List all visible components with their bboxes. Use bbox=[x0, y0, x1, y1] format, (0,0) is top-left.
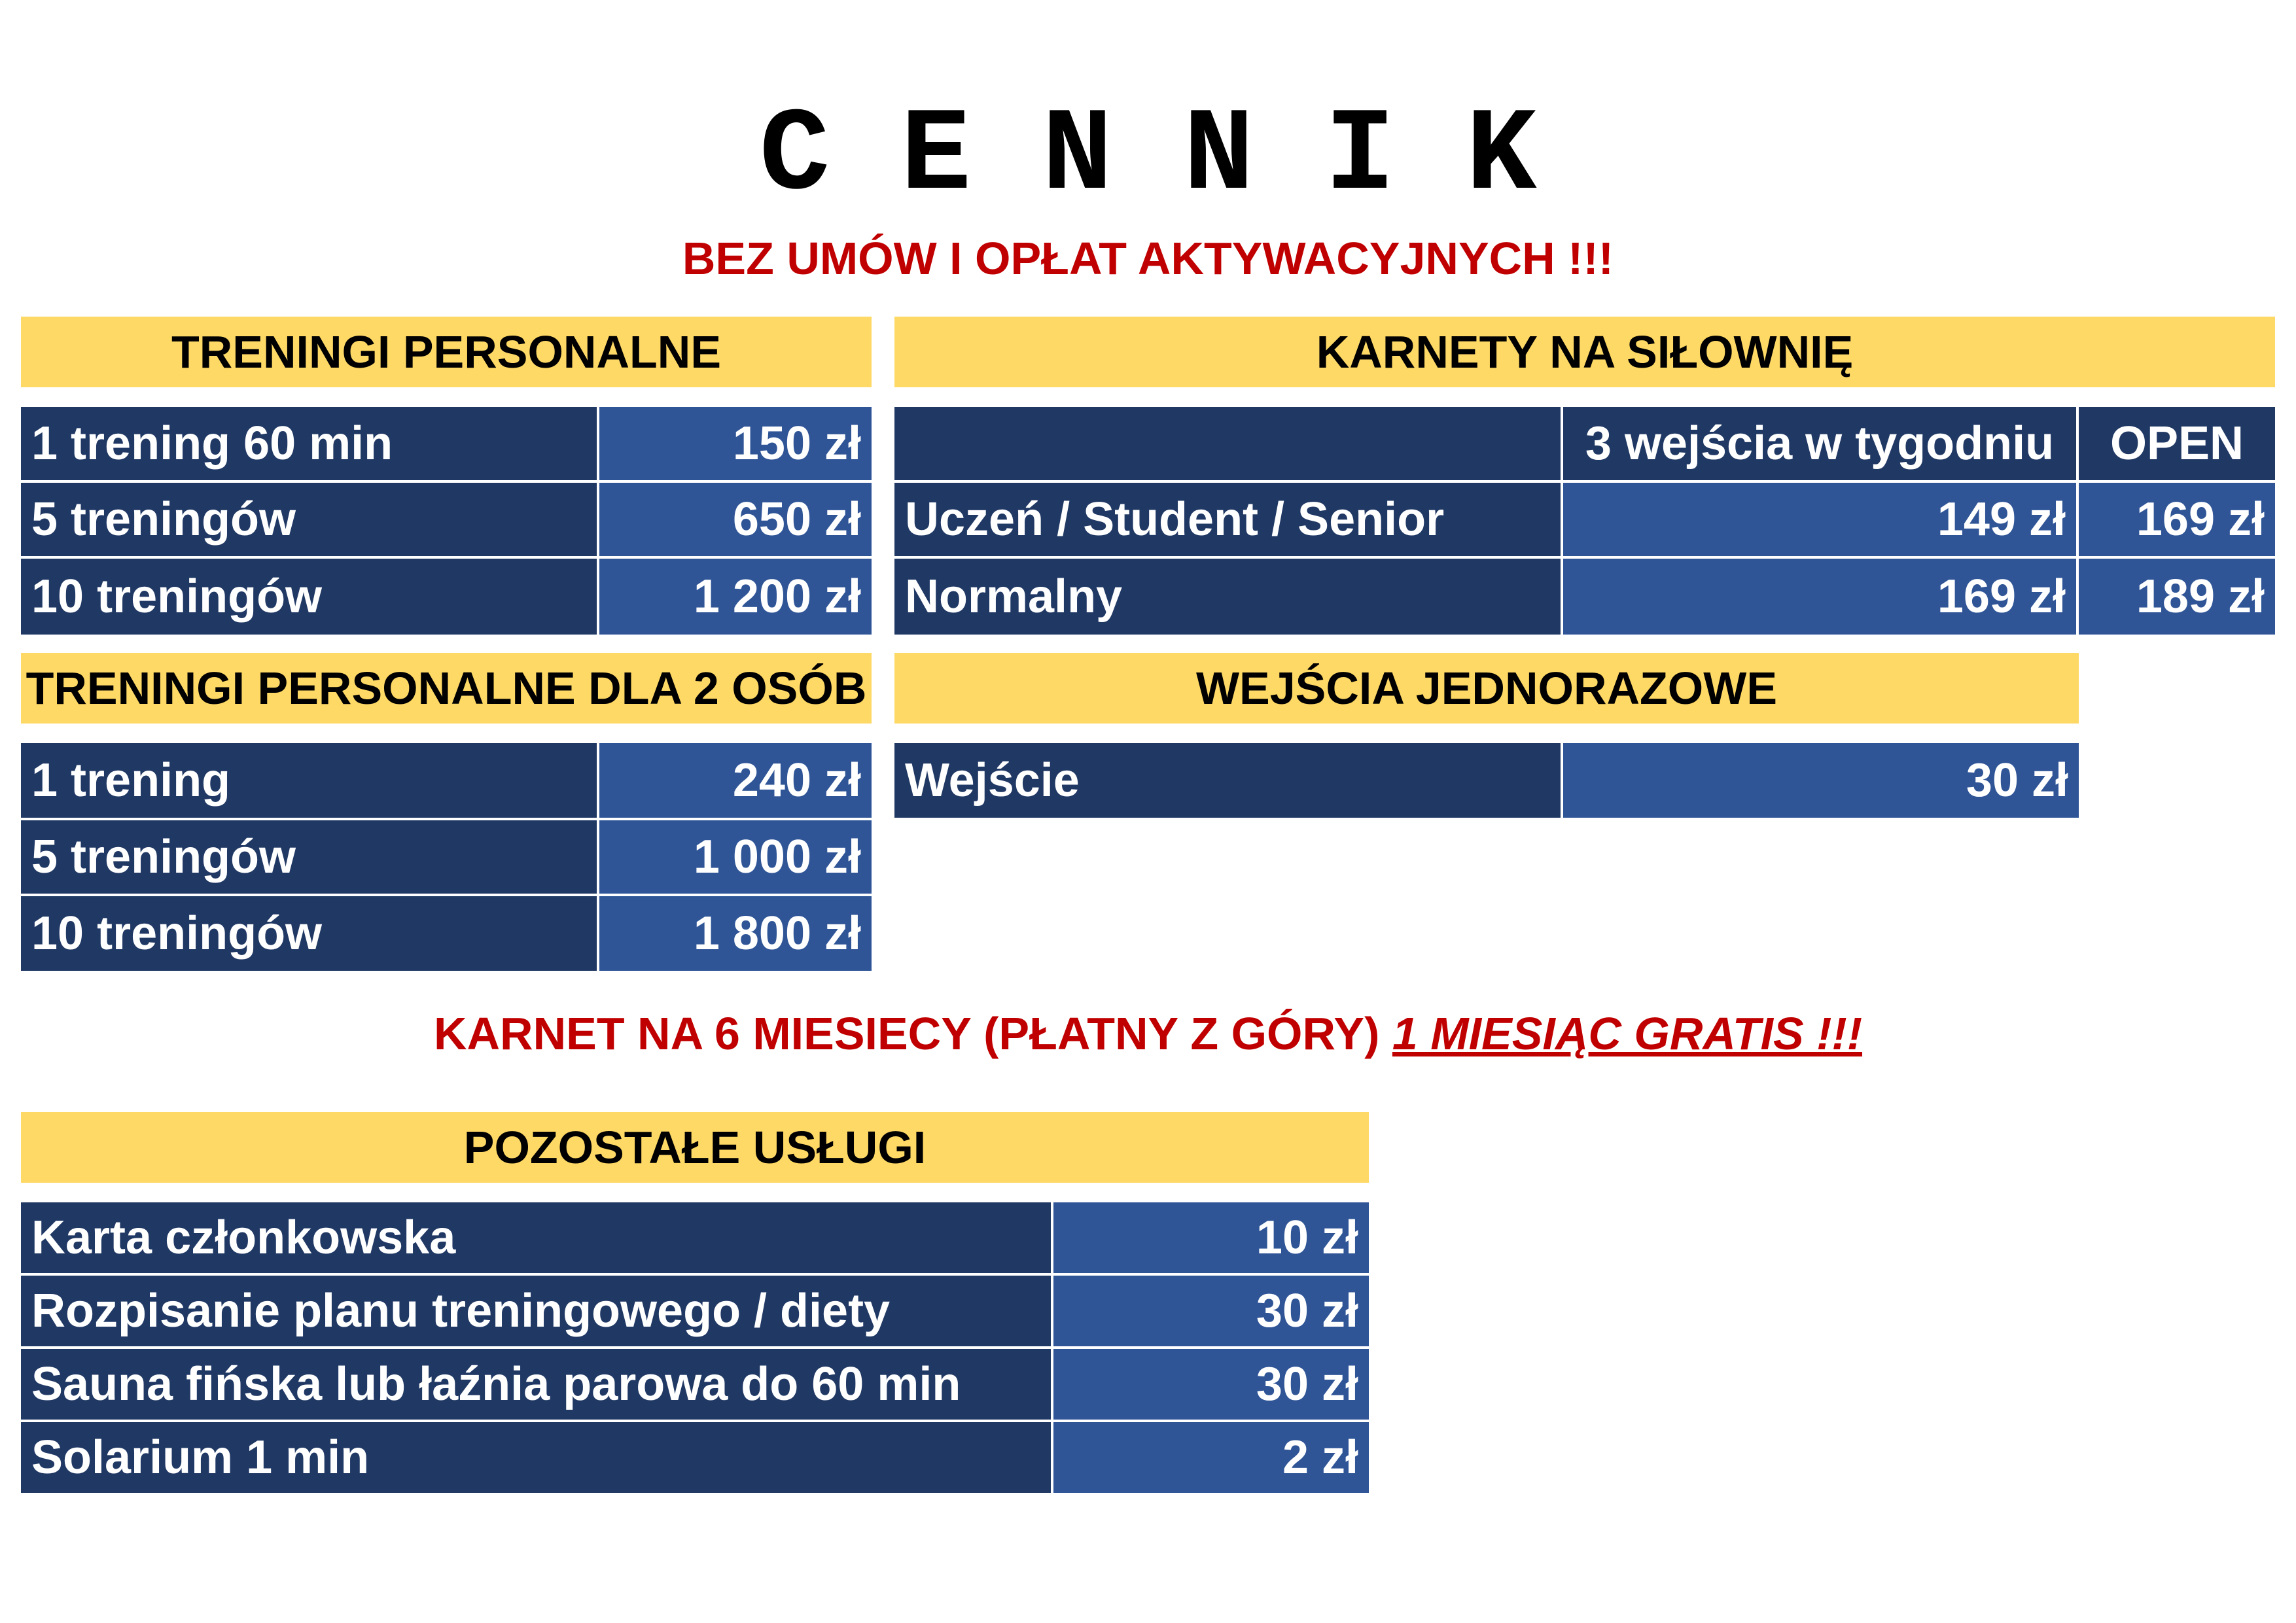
row-price: 1 800 zł bbox=[599, 896, 872, 971]
empty-header-cell bbox=[894, 407, 1563, 480]
row-price-3-entries: 169 zł bbox=[1563, 559, 2079, 635]
row-label: 5 treningów bbox=[21, 820, 599, 894]
row-label: Rozpisanie planu treningowego / diety bbox=[21, 1276, 1053, 1346]
row-price: 1 000 zł bbox=[599, 820, 872, 894]
row-price: 240 zł bbox=[599, 743, 872, 818]
table-row bbox=[21, 1349, 1369, 1420]
personal-training-header: TRENINGI PERSONALNE bbox=[21, 317, 872, 387]
row-label: Sauna fińska lub łaźnia parowa do 60 min bbox=[21, 1349, 1053, 1420]
column-header-open: OPEN bbox=[2079, 407, 2275, 480]
row-label: Karta członkowska bbox=[21, 1202, 1053, 1273]
row-label: 10 treningów bbox=[21, 559, 599, 635]
row-price-open: 169 zł bbox=[2079, 483, 2275, 556]
table-row bbox=[894, 483, 2275, 556]
table-row bbox=[21, 1202, 1369, 1273]
row-label: 1 trening bbox=[21, 743, 599, 818]
single-entry-header: WEJŚCIA JEDNORAZOWE bbox=[894, 653, 2079, 724]
table-row bbox=[21, 820, 872, 894]
page-title: C E N N I K bbox=[759, 90, 1537, 224]
row-price: 1 200 zł bbox=[599, 559, 872, 635]
other-services-header: POZOSTAŁE USŁUGI bbox=[21, 1112, 1369, 1183]
personal-training-2-header: TRENINGI PERSONALNE DLA 2 OSÓB bbox=[21, 653, 872, 724]
row-price: 650 zł bbox=[599, 483, 872, 556]
table-row bbox=[21, 1276, 1369, 1346]
row-price-open: 189 zł bbox=[2079, 559, 2275, 635]
gym-passes-header: KARNETY NA SIŁOWNIĘ bbox=[894, 317, 2275, 387]
row-price: 2 zł bbox=[1053, 1422, 1369, 1493]
promo-highlight: 1 MIESIĄC GRATIS !!! bbox=[1392, 1008, 1863, 1059]
table-row bbox=[21, 743, 872, 818]
row-label: Normalny bbox=[894, 559, 1563, 635]
column-header-3-entries: 3 wejścia w tygodniu bbox=[1563, 407, 2079, 480]
table-header-row bbox=[894, 407, 2275, 480]
table-row bbox=[21, 407, 872, 480]
row-label: 5 treningów bbox=[21, 483, 599, 556]
table-row bbox=[21, 896, 872, 971]
row-price: 30 zł bbox=[1563, 743, 2079, 818]
subtitle: BEZ UMÓW I OPŁAT AKTYWACYJNYCH !!! bbox=[682, 233, 1614, 284]
row-label: Uczeń / Student / Senior bbox=[894, 483, 1563, 556]
promo-text: KARNET NA 6 MIESIECY (PŁATNY Z GÓRY) bbox=[433, 1008, 1392, 1059]
row-label: Solarium 1 min bbox=[21, 1422, 1053, 1493]
row-label: Wejście bbox=[894, 743, 1563, 818]
table-row bbox=[21, 559, 872, 635]
row-price-3-entries: 149 zł bbox=[1563, 483, 2079, 556]
table-row bbox=[21, 1422, 1369, 1493]
row-price: 10 zł bbox=[1053, 1202, 1369, 1273]
row-price: 150 zł bbox=[599, 407, 872, 480]
row-label: 1 trening 60 min bbox=[21, 407, 599, 480]
row-label: 10 treningów bbox=[21, 896, 599, 971]
promo-banner bbox=[0, 1001, 2296, 1066]
table-row bbox=[21, 483, 872, 556]
row-price: 30 zł bbox=[1053, 1276, 1369, 1346]
row-price: 30 zł bbox=[1053, 1349, 1369, 1420]
table-row bbox=[894, 559, 2275, 635]
table-row bbox=[894, 743, 2079, 818]
